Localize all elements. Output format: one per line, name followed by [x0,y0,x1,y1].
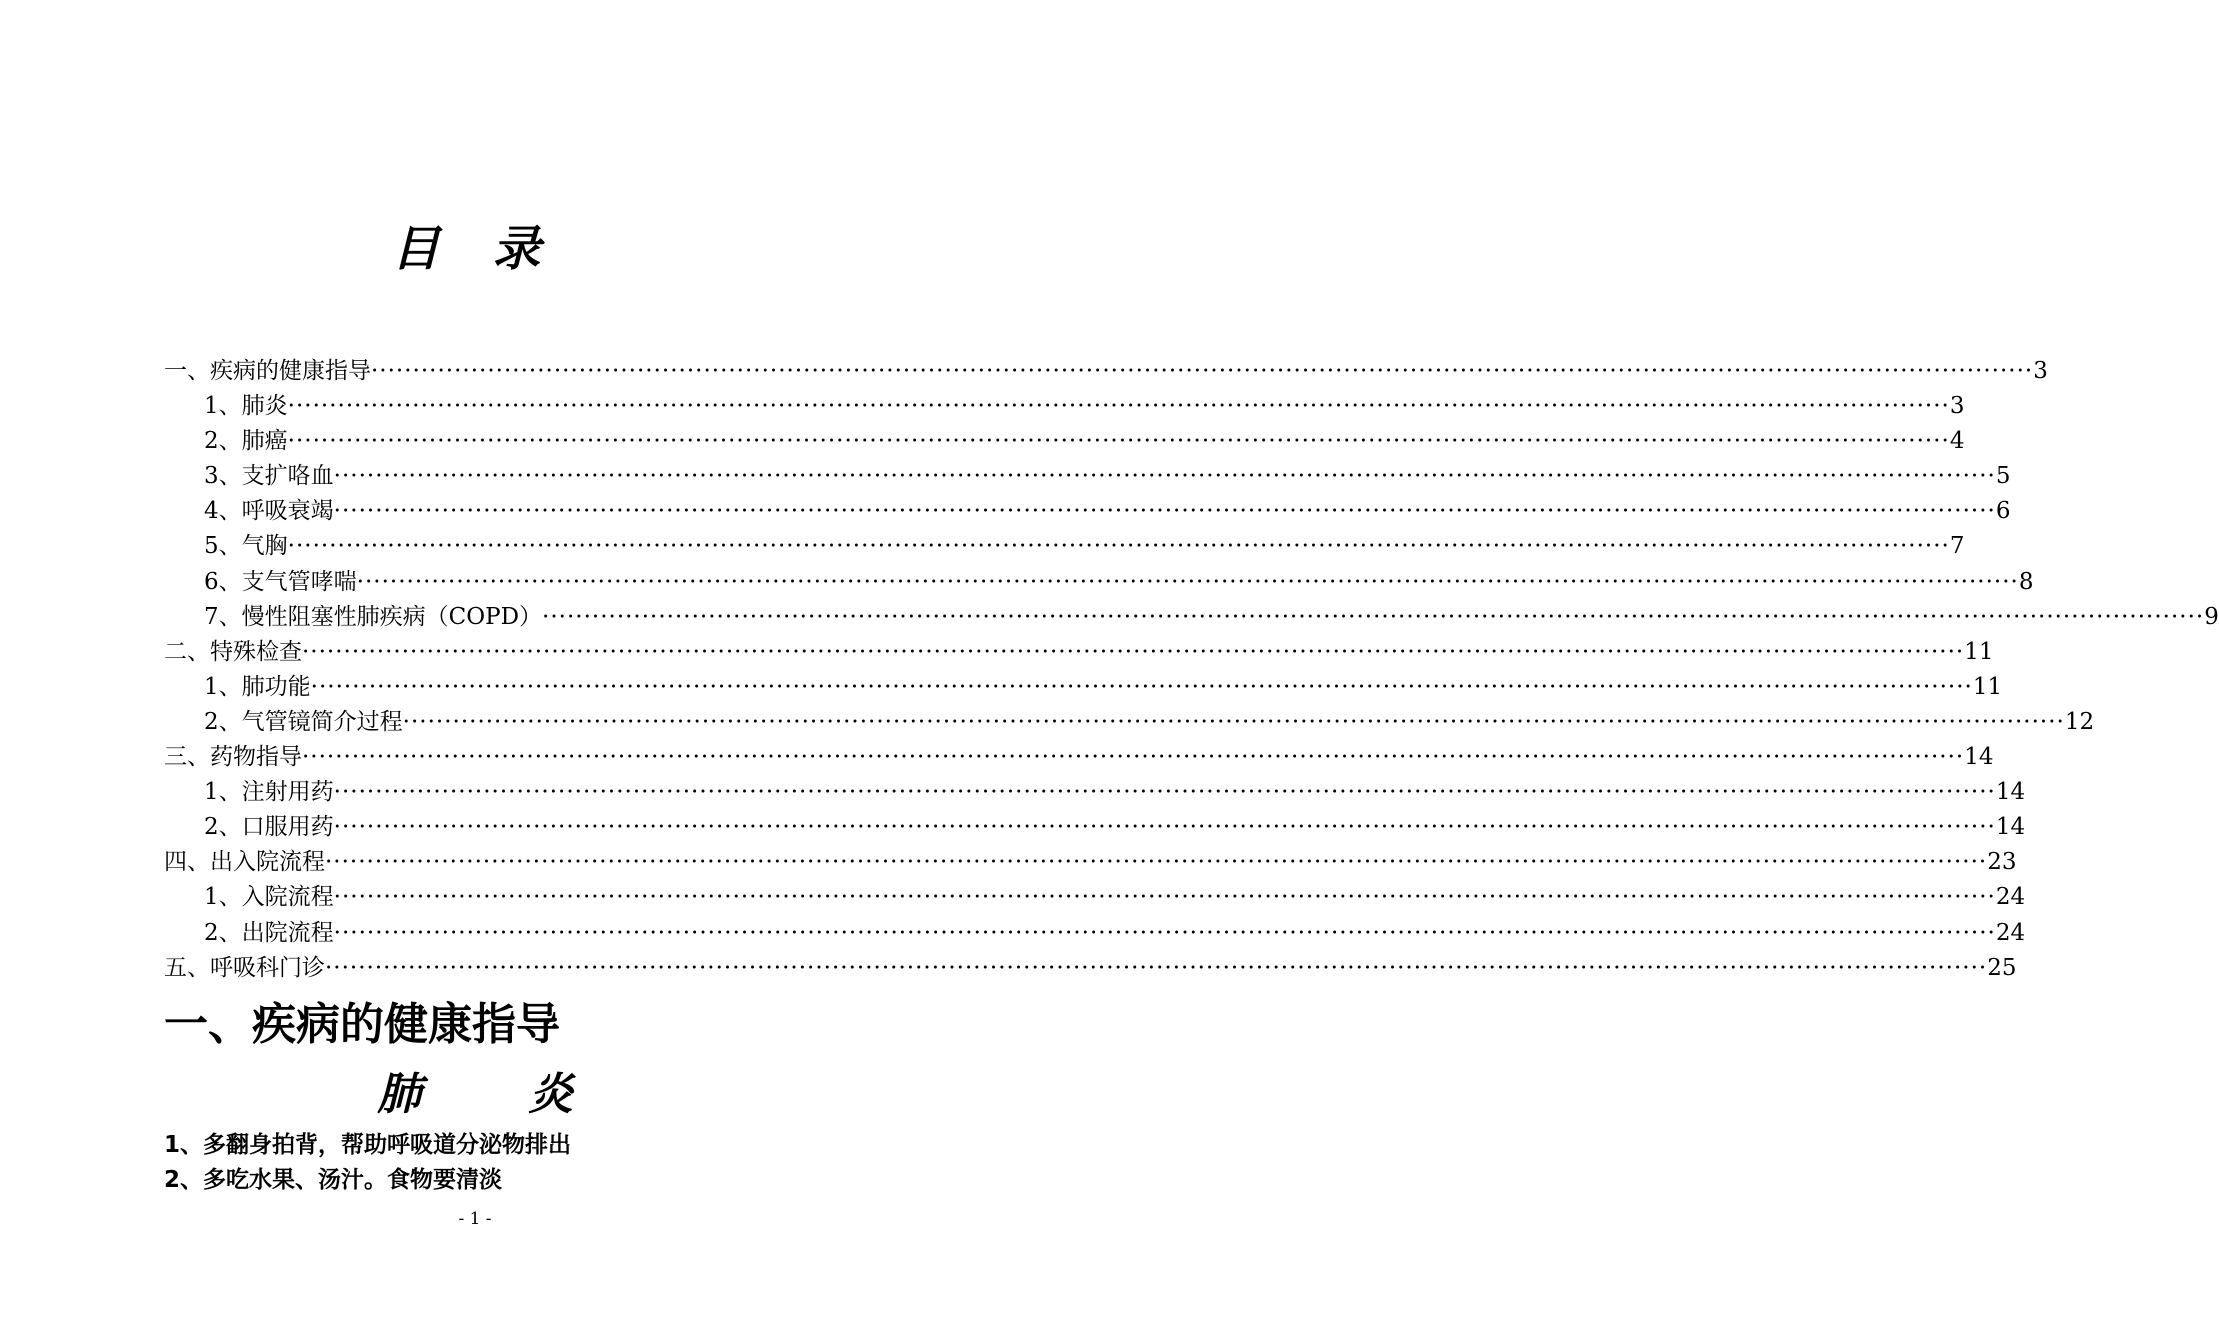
toc-entry[interactable] [164,354,2048,389]
toc-entry-label: 2、出院流程 [204,919,334,946]
toc-entry-label: 3、支扩咯血 [204,463,334,490]
toc-title: 目 录 [391,221,559,277]
toc-leader-dots: ········································································································································································································ [333,463,1996,490]
body-line: 1、多翻身拍背，帮助呼吸道分泌物排出 [164,1132,572,1158]
toc-entry[interactable] [164,424,1965,459]
toc-entry-page: 24 [1995,919,2026,946]
toc-entry-label: 五、呼吸科门诊 [164,954,325,981]
toc-entry-label: 6、支气管哮喘 [204,568,357,595]
toc-leader-dots: ········································································································································································································ [302,638,1965,665]
toc-leader-dots: ········································································································································································································ [356,568,2019,595]
toc-entry-label: 1、肺炎 [204,393,288,420]
toc-entry-page: 5 [1995,463,2011,490]
toc-leader-dots: ········································································································································································································ [333,779,1996,806]
toc-entry[interactable] [164,459,2011,494]
toc-leader-dots: ········································································································································································································ [333,814,1996,841]
toc-entry[interactable] [164,670,2003,705]
toc-leader-dots: ········································································································································································································ [333,919,1996,946]
toc-entry-label: 三、药物指导 [164,744,302,771]
toc-entry[interactable] [164,775,2026,810]
toc-entry-label: 7、慢性阻塞性肺疾病（COPD） [204,603,543,630]
toc-entry-page: 8 [2018,568,2034,595]
toc-entry[interactable] [164,705,2095,740]
toc-entry-page: 7 [1949,533,1965,560]
toc-entry-page: 25 [1987,954,2017,981]
toc-entry-page: 9 [2204,603,2219,630]
toc-entry-label: 四、出入院流程 [164,849,325,876]
toc-entry-page: 3 [1949,393,1965,420]
toc-entry-page: 23 [1987,849,2017,876]
toc-entry[interactable] [164,565,2034,600]
toc-entry[interactable] [164,529,1965,564]
toc-entry-label: 5、气胸 [204,533,288,560]
sub-heading: 肺 炎 [377,1069,619,1120]
toc-leader-dots: ········································································································································································································ [542,603,2205,630]
toc-entry-page: 11 [1972,673,2003,700]
toc-leader-dots: ········································································································································································································ [325,849,1988,876]
toc-entry-page: 11 [1964,638,1994,665]
toc-entry-page: 3 [2033,358,2048,384]
toc-entry-page: 14 [1995,779,2026,806]
toc-entry[interactable] [164,880,2026,915]
toc-entry-label: 2、气管镜简介过程 [204,708,403,735]
toc-leader-dots: ········································································································································································································ [302,744,1965,771]
toc-entry[interactable] [164,845,2017,880]
toc-entry-label: 4、呼吸衰竭 [204,498,334,525]
toc-entry-page: 14 [1995,814,2026,841]
toc-entry-page: 24 [1995,884,2026,911]
toc-leader-dots: ········································································································································································································ [310,673,1973,700]
toc-entry[interactable] [164,389,1965,424]
toc-entry-label: 一、疾病的健康指导 [164,358,371,384]
toc-leader-dots: ········································································································································································································ [402,708,2065,735]
toc-leader-dots: ········································································································································································································ [333,884,1996,911]
toc-entry-page: 12 [2064,708,2095,735]
toc-entry-label: 2、口服用药 [204,814,334,841]
toc-leader-dots: ········································································································································································································ [371,358,2034,384]
toc-entry[interactable] [164,494,2011,529]
section-heading: 一、疾病的健康指导 [164,999,560,1050]
toc-entry-label: 2、肺癌 [204,428,288,455]
toc-entry-page: 6 [1995,498,2011,525]
toc-entry[interactable] [164,810,2026,845]
toc-entry-label: 1、入院流程 [204,884,334,911]
toc-leader-dots: ········································································································································································································ [325,954,1988,981]
toc-leader-dots: ········································································································································································································ [287,428,1950,455]
toc-entry[interactable] [164,635,1994,670]
toc-leader-dots: ········································································································································································································ [333,498,1996,525]
toc-entry[interactable] [164,740,1994,775]
toc-entry-label: 1、注射用药 [204,779,334,806]
toc-entry-page: 4 [1949,428,1965,455]
toc-entry-label: 二、特殊检查 [164,638,302,665]
toc-leader-dots: ········································································································································································································ [287,393,1950,420]
body-line: 2、多吃水果、汤汁。食物要清淡 [164,1167,503,1193]
toc-entry-page: 14 [1964,744,1994,771]
toc-entry[interactable] [164,951,2017,986]
toc-entry[interactable] [164,916,2026,951]
table-of-contents [164,354,2219,986]
toc-entry-label: 1、肺功能 [204,673,311,700]
page-number: - 1 - [458,1209,492,1229]
toc-entry[interactable] [164,600,2219,635]
toc-leader-dots: ········································································································································································································ [287,533,1950,560]
